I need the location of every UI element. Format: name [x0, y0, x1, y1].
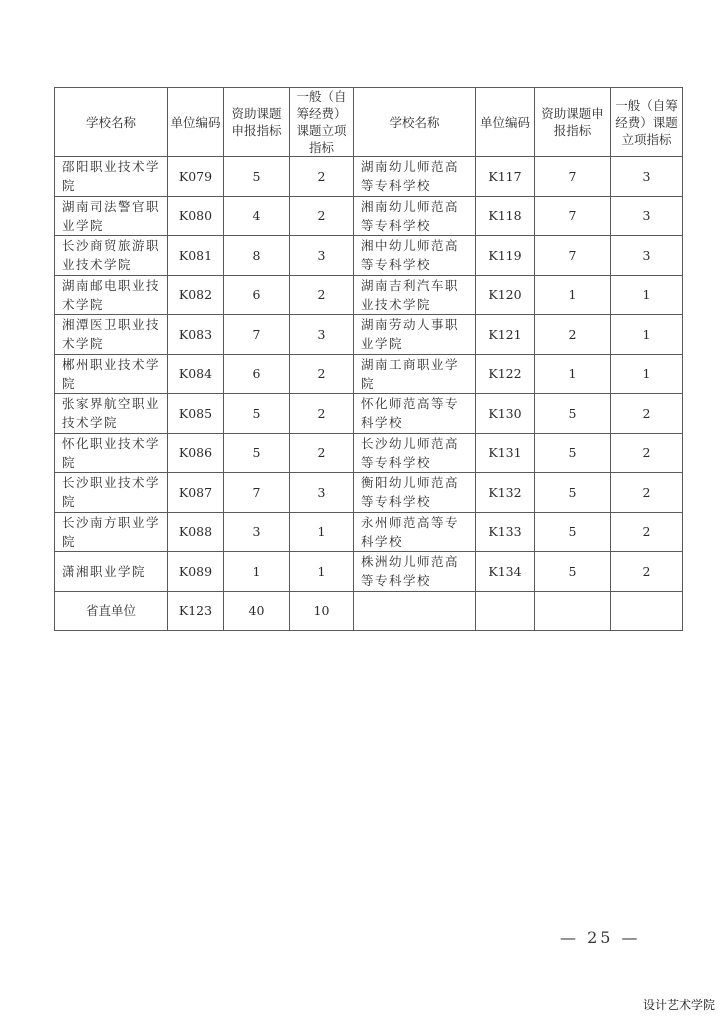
- left-general-cell: 2: [290, 433, 354, 473]
- right-name-cell: 怀化师范高等专科学校: [354, 394, 476, 434]
- right-name-cell: 株洲幼儿师范高等专科学校: [354, 552, 476, 592]
- right-funded-cell: 7: [535, 157, 611, 197]
- right-name-cell: 湖南工商职业学院: [354, 354, 476, 394]
- right-general-cell: 2: [611, 433, 683, 473]
- left-name-cell: 湘潭医卫职业技术学院: [55, 315, 168, 355]
- header-funded-quota-label: 资助课题申报指标: [231, 106, 282, 138]
- right-general-cell: 3: [611, 196, 683, 236]
- left-name-cell: 潇湘职业学院: [55, 552, 168, 592]
- footer-code-cell: K123: [168, 591, 224, 631]
- footer-funded-cell: 40: [224, 591, 290, 631]
- right-general-cell: 3: [611, 157, 683, 197]
- right-general-cell: 2: [611, 552, 683, 592]
- footer-empty-cell: [535, 591, 611, 631]
- left-code-cell: K088: [168, 512, 224, 552]
- left-name-cell: 张家界航空职业技术学院: [55, 394, 168, 434]
- right-funded-cell: 5: [535, 552, 611, 592]
- left-name-cell: 湖南司法警官职业学院: [55, 196, 168, 236]
- left-funded-cell: 7: [224, 315, 290, 355]
- left-general-cell: 2: [290, 157, 354, 197]
- left-code-cell: K085: [168, 394, 224, 434]
- right-general-cell: 2: [611, 394, 683, 434]
- header-unit-code-2: [476, 88, 535, 157]
- table-row: [55, 315, 683, 355]
- table-row: [55, 552, 683, 592]
- right-funded-cell: 5: [535, 394, 611, 434]
- header-school-name: 学校名称: [55, 88, 168, 157]
- left-name-cell: 长沙职业技术学院: [55, 473, 168, 513]
- footer-general-cell: 10: [290, 591, 354, 631]
- header-unit-code-label-2: 单位编码: [479, 114, 530, 130]
- left-funded-cell: 1: [224, 552, 290, 592]
- footer-empty-cell: [476, 591, 535, 631]
- left-general-cell: 1: [290, 552, 354, 592]
- right-general-cell: 1: [611, 315, 683, 355]
- quota-table: [54, 87, 683, 631]
- table-row: [55, 196, 683, 236]
- table-body: [55, 157, 683, 631]
- left-general-cell: 2: [290, 354, 354, 394]
- right-code-cell: K122: [476, 354, 535, 394]
- right-general-cell: 2: [611, 512, 683, 552]
- left-funded-cell: 6: [224, 354, 290, 394]
- right-funded-cell: 7: [535, 236, 611, 276]
- right-funded-cell: 7: [535, 196, 611, 236]
- right-name-cell: 湖南幼儿师范高等专科学校: [354, 157, 476, 197]
- header-funded-quota: [224, 88, 290, 157]
- left-name-cell: 邵阳职业技术学院: [55, 157, 168, 197]
- right-code-cell: K120: [476, 275, 535, 315]
- right-name-cell: 湖南吉利汽车职业技术学院: [354, 275, 476, 315]
- right-name-cell: 湖南劳动人事职业学院: [354, 315, 476, 355]
- right-funded-cell: 2: [535, 315, 611, 355]
- left-general-cell: 1: [290, 512, 354, 552]
- left-code-cell: K080: [168, 196, 224, 236]
- right-code-cell: K133: [476, 512, 535, 552]
- right-code-cell: K130: [476, 394, 535, 434]
- left-name-cell: 怀化职业技术学院: [55, 433, 168, 473]
- left-general-cell: 3: [290, 236, 354, 276]
- right-code-cell: K118: [476, 196, 535, 236]
- header-general-quota-label: 一般（自筹经费）课题立项指标: [296, 89, 347, 155]
- left-general-cell: 3: [290, 315, 354, 355]
- header-funded-quota-2: [535, 88, 611, 157]
- table-row: [55, 236, 683, 276]
- right-code-cell: K119: [476, 236, 535, 276]
- right-general-cell: 3: [611, 236, 683, 276]
- table-row: [55, 394, 683, 434]
- left-code-cell: K083: [168, 315, 224, 355]
- watermark: 设计艺术学院: [642, 998, 715, 1012]
- right-funded-cell: 5: [535, 512, 611, 552]
- left-code-cell: K089: [168, 552, 224, 592]
- left-funded-cell: 8: [224, 236, 290, 276]
- table-row: [55, 157, 683, 197]
- left-code-cell: K084: [168, 354, 224, 394]
- left-general-cell: 3: [290, 473, 354, 513]
- right-name-cell: 衡阳幼儿师范高等专科学校: [354, 473, 476, 513]
- right-funded-cell: 1: [535, 275, 611, 315]
- left-funded-cell: 7: [224, 473, 290, 513]
- right-code-cell: K132: [476, 473, 535, 513]
- left-code-cell: K082: [168, 275, 224, 315]
- left-funded-cell: 3: [224, 512, 290, 552]
- right-name-cell: 湘中幼儿师范高等专科学校: [354, 236, 476, 276]
- right-name-cell: 湘南幼儿师范高等专科学校: [354, 196, 476, 236]
- table-row: [55, 512, 683, 552]
- left-code-cell: K087: [168, 473, 224, 513]
- left-name-cell: 郴州职业技术学院: [55, 354, 168, 394]
- header-unit-code: [168, 88, 224, 157]
- left-general-cell: 2: [290, 196, 354, 236]
- left-name-cell: 湖南邮电职业技术学院: [55, 275, 168, 315]
- right-code-cell: K134: [476, 552, 535, 592]
- right-funded-cell: 5: [535, 433, 611, 473]
- table-row-footer: [55, 591, 683, 631]
- table-row: [55, 354, 683, 394]
- footer-empty-cell: [611, 591, 683, 631]
- header-school-name-2: 学校名称: [354, 88, 476, 157]
- left-code-cell: K081: [168, 236, 224, 276]
- left-code-cell: K079: [168, 157, 224, 197]
- right-code-cell: K117: [476, 157, 535, 197]
- header-unit-code-label: 单位编码: [170, 114, 221, 130]
- left-funded-cell: 5: [224, 394, 290, 434]
- right-name-cell: 长沙幼儿师范高等专科学校: [354, 433, 476, 473]
- footer-name-cell: 省直单位: [55, 591, 168, 631]
- table-header: [55, 88, 683, 157]
- left-name-cell: 长沙南方职业学院: [55, 512, 168, 552]
- right-code-cell: K131: [476, 433, 535, 473]
- table-row: [55, 473, 683, 513]
- table-row: [55, 433, 683, 473]
- left-general-cell: 2: [290, 394, 354, 434]
- header-row: [55, 88, 683, 157]
- right-code-cell: K121: [476, 315, 535, 355]
- footer-empty-cell: [354, 591, 476, 631]
- left-funded-cell: 5: [224, 433, 290, 473]
- left-code-cell: K086: [168, 433, 224, 473]
- header-funded-quota-label-2: 资助课题申报指标: [541, 106, 604, 138]
- right-funded-cell: 1: [535, 354, 611, 394]
- left-name-cell: 长沙商贸旅游职业技术学院: [55, 236, 168, 276]
- right-general-cell: 1: [611, 275, 683, 315]
- left-funded-cell: 4: [224, 196, 290, 236]
- right-name-cell: 永州师范高等专科学校: [354, 512, 476, 552]
- left-funded-cell: 5: [224, 157, 290, 197]
- page-number: — 25 —: [560, 928, 641, 947]
- header-general-quota: [290, 88, 354, 157]
- left-general-cell: 2: [290, 275, 354, 315]
- header-general-quota-label-2: 一般（自筹经费）课题立项指标: [615, 97, 678, 147]
- left-funded-cell: 6: [224, 275, 290, 315]
- header-general-quota-2: [611, 88, 683, 157]
- right-general-cell: 2: [611, 473, 683, 513]
- right-funded-cell: 5: [535, 473, 611, 513]
- table-row: [55, 275, 683, 315]
- right-general-cell: 1: [611, 354, 683, 394]
